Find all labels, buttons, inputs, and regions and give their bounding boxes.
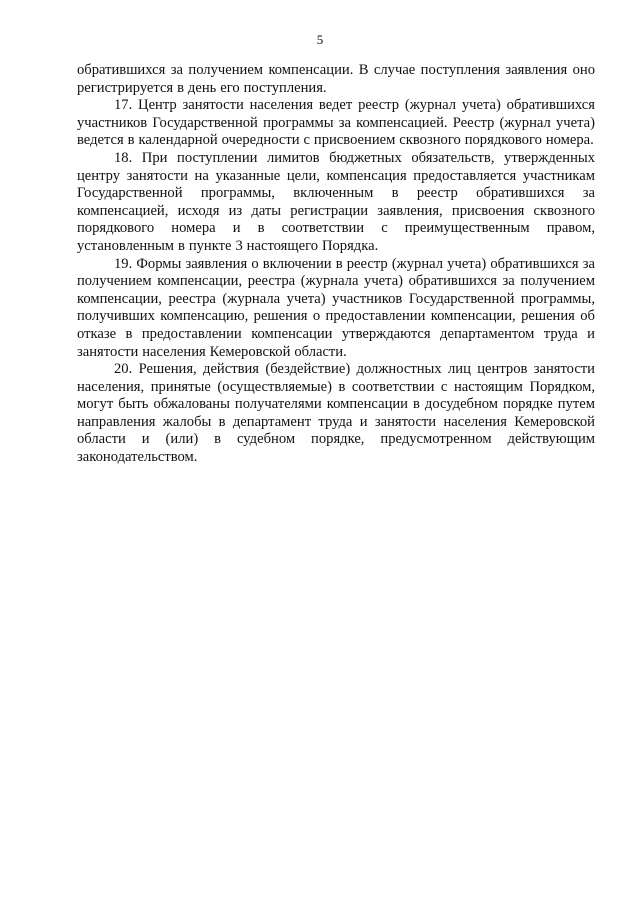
paragraph-continuation: обратившихся за получением компенсации. В случае поступления заявления оно регистрируется в день его поступления.	[77, 62, 595, 96]
paragraph-item-18: 18. При поступлении лимитов бюджетных обязательств, утвержденных центру занятости на указанные цели, компенсация предоставляется участникам Государственной программы, включенным в реестр обратившихся за компенсацией, исходя из даты регистрации заявления, присвоения сквозного порядкового номера и в соответствии с преимущественным правом, установленным в пункте 3 настоящего Порядка.	[77, 149, 595, 254]
document-body	[77, 62, 595, 467]
paragraph-item-17: 17. Центр занятости населения ведет реестр (журнал учета) обратившихся участников Государственной программы за компенсацией. Реестр (журнал учета) ведется в календарной очередности с присвоением сквозного порядкового номера.	[77, 97, 595, 149]
paragraph-item-19: 19. Формы заявления о включении в реестр (журнал учета) обратившихся за получением компенсации, реестра (журнала учета) обратившихся за получением компенсации, реестра (журнала учета) участников Государственной программы, получивших компенсацию, решения о предоставлении компенсации, решения об отказе в предоставлении компенсации утверждаются департаментом труда и занятости населения Кемеровской области.	[77, 255, 595, 360]
paragraph-item-20: 20. Решения, действия (бездействие) должностных лиц центров занятости населения, принятые (осуществляемые) в соответствии с настоящим Порядком, могут быть обжалованы получателями компенсации в досудебном порядке путем направления жалобы в департамент труда и занятости населения Кемеровской области и (или) в судебном порядке, предусмотренном действующим законодательством.	[77, 361, 595, 466]
page-number: 5	[316, 32, 324, 47]
